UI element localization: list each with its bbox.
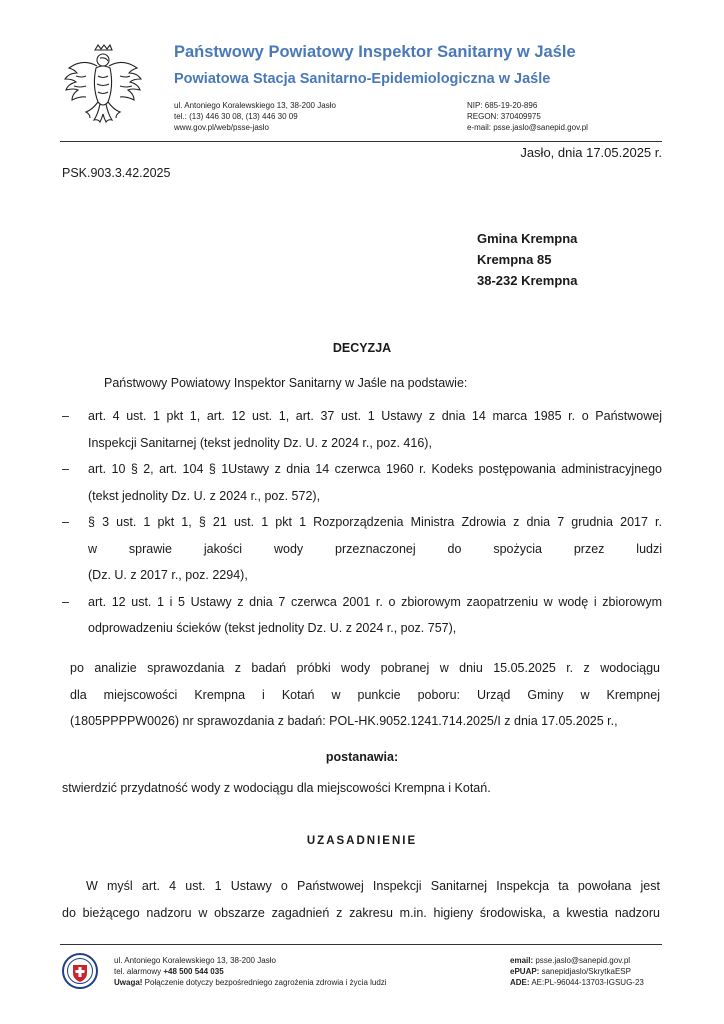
office-title: Państwowy Powiatowy Inspektor Sanitarny w Jaśle — [174, 43, 576, 61]
dash-bullet: – — [62, 409, 69, 423]
justification-paragraph — [62, 873, 660, 926]
footer-divider — [60, 944, 662, 945]
decision-heading: DECYZJA — [332, 341, 392, 355]
header-divider — [60, 141, 662, 142]
decides-label: postanawia: — [325, 750, 399, 764]
paragraph-line: po analizie sprawozdania z badań próbki wody pobranej w dniu 15.05.2025 r. z wodociągu — [70, 661, 660, 675]
footer-ade — [510, 977, 644, 988]
list-item — [62, 509, 662, 589]
ade-value: AE:PL-96044-13703-IGSUG-23 — [529, 978, 644, 987]
paragraph-line: do bieżącego nadzoru w obszarze zagadnień z zakresu m.in. higieny środowiska, a kwestia nadzoru — [62, 905, 660, 920]
list-item-line: art. 10 § 2, art. 104 § 1Ustawy z dnia 14 czerwca 1960 r. Kodeks postępowania administracyjnego — [88, 462, 662, 476]
paragraph-line: (1805PPPPW0026) nr sprawozdania z badań: POL-HK.9052.1241.714.2025/I z dnia 17.05.2025 r., — [70, 714, 618, 728]
dash-bullet: – — [62, 462, 69, 476]
list-item — [62, 589, 662, 642]
header-address: ul. Antoniego Koralewskiego 13, 38-200 Jasło — [174, 101, 336, 110]
sanepid-seal-icon — [62, 953, 98, 989]
warning-text: Połączenie dotyczy bezpośredniego zagrożenia zdrowia i życia ludzi — [142, 978, 387, 987]
list-item-line: art. 4 ust. 1 pkt 1, art. 12 ust. 1, art. 37 ust. 1 Ustawy z dnia 14 marca 1985 r. o Państwowej — [88, 409, 662, 423]
list-item-line: Inspekcji Sanitarnej (tekst jednolity Dz. U. z 2024 r., poz. 416), — [88, 435, 432, 450]
reference-number: PSK.903.3.42.2025 — [62, 166, 171, 180]
footer-contact-right — [510, 955, 644, 988]
alarm-number[interactable]: +48 500 544 035 — [163, 967, 224, 976]
footer-address: ul. Antoniego Koralewskiego 13, 38-200 Jasło — [114, 956, 276, 965]
email-label: email: — [510, 956, 534, 965]
footer-email — [510, 955, 644, 966]
recipient-address — [477, 228, 577, 291]
paragraph-line: W myśl art. 4 ust. 1 Ustawy o Państwowej Inspekcji Sanitarnej Inspekcja ta powołana jest — [86, 879, 660, 893]
letter-date: Jasło, dnia 17.05.2025 r. — [520, 145, 662, 160]
paragraph-line: dla miejscowości Krempna i Kotań w punkcie poboru: Urząd Gminy w Krempnej — [70, 687, 660, 702]
header-contact-right — [467, 100, 588, 133]
analysis-paragraph — [70, 655, 660, 735]
polish-eagle-icon — [62, 42, 144, 128]
dash-bullet: – — [62, 594, 69, 609]
warning-label: Uwaga! — [114, 978, 143, 987]
recipient-line: 38-232 Krempna — [477, 273, 578, 288]
header-contact-left — [174, 100, 336, 133]
decision-text: stwierdzić przydatność wody z wodociągu dla miejscowości Krempna i Kotań. — [62, 781, 491, 795]
list-item — [62, 456, 662, 509]
dash-bullet: – — [62, 515, 69, 529]
header-nip: NIP: 685-19-20-896 — [467, 101, 538, 110]
epuap-label: ePUAP: — [510, 967, 540, 976]
recipient-line: Gmina Krempna — [477, 231, 578, 246]
alarm-label: tel. alarmowy — [114, 967, 164, 976]
list-item-line: (Dz. U. z 2017 r., poz. 2294), — [88, 568, 248, 582]
list-item-line: odprowadzeniu ścieków (tekst jednolity Dz. U. z 2024 r., poz. 757), — [88, 621, 457, 635]
list-item-line: (tekst jednolity Dz. U. z 2024 r., poz. 572), — [88, 488, 321, 503]
header-email[interactable]: e-mail: psse.jaslo@sanepid.gov.pl — [467, 123, 588, 132]
footer-warning — [114, 977, 387, 988]
footer-alarm — [114, 966, 387, 977]
email-value[interactable]: psse.jaslo@sanepid.gov.pl — [533, 956, 631, 965]
list-item-line: § 3 ust. 1 pkt 1, § 21 ust. 1 pkt 1 Rozporządzenia Ministra Zdrowia z dnia 7 grudnia 2017 r. — [88, 515, 662, 529]
header-website[interactable]: www.gov.pl/web/psse-jaslo — [174, 123, 270, 132]
justification-heading: UZASADNIENIE — [306, 835, 418, 847]
footer-contact-left — [114, 955, 387, 988]
list-item — [62, 403, 662, 456]
office-subtitle: Powiatowa Stacja Sanitarno-Epidemiologiczna w Jaśle — [174, 71, 551, 87]
list-item-line: w sprawie jakości wody przeznaczonej do spożycia przez ludzi — [88, 541, 662, 556]
recipient-line: Krempna 85 — [477, 252, 552, 267]
footer-epuap — [510, 966, 644, 977]
legal-basis-list — [62, 403, 662, 642]
list-item-line: art. 12 ust. 1 i 5 Ustawy z dnia 7 czerwca 2001 r. o zbiorowym zaopatrzeniu w wodę i zbiorowym — [88, 594, 662, 609]
epuap-value: sanepidjaslo/SkrytkaESP — [539, 967, 631, 976]
header-regon: REGON: 370409975 — [467, 112, 541, 121]
legal-basis-intro: Państwowy Powiatowy Inspektor Sanitarny w Jaśle na podstawie: — [104, 376, 468, 390]
header-phone: tel.: (13) 446 30 08, (13) 446 30 09 — [174, 112, 298, 121]
ade-label: ADE: — [510, 978, 530, 987]
